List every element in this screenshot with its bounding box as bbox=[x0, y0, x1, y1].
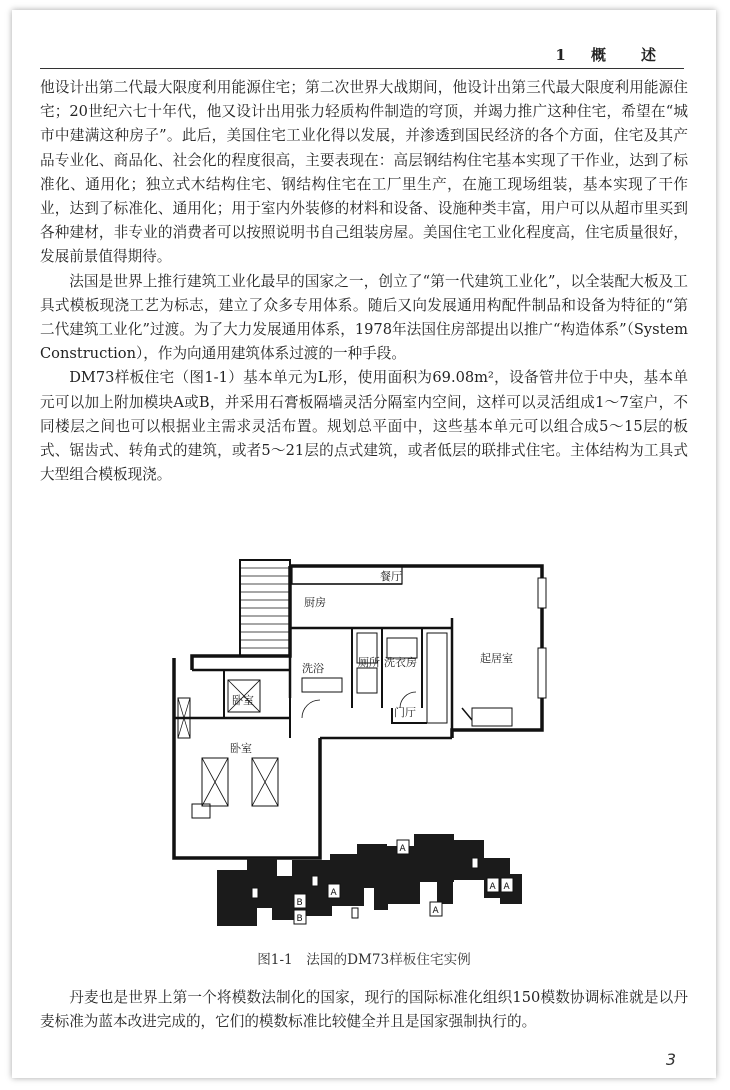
page-number: 3 bbox=[665, 1050, 676, 1069]
final-body-text bbox=[40, 986, 688, 1034]
body-text bbox=[40, 76, 688, 487]
unit-floor-plan bbox=[162, 558, 546, 858]
room-label-living: 起居室 bbox=[480, 652, 513, 665]
running-head: 1 概 述 bbox=[555, 46, 666, 64]
paragraph-3: DM73样板住宅（图1-1）基本单元为L形，使用面积为69.08m²，设备管井位于中央，基本单元可以加上附加模块A或B，并采用石膏板隔墙灵活分隔室内空间，这样可以灵活组成1～7室户，不同楼层之间也可以根据业主需求灵活布置。规划总平面中，这些基本单元可以组合成5～15层的板式、锯齿式、转角式的建筑，或者5～21层的点式建筑，或者低层的联排式住宅。主体结构为工具式大型组合模板现浇。 bbox=[40, 369, 688, 484]
room-label-kitchen: 厨房 bbox=[304, 596, 326, 609]
combination-site-plan bbox=[217, 834, 522, 926]
figure-caption: 图1-1 法国的DM73样板住宅实例 bbox=[257, 952, 471, 968]
figure-1-1 bbox=[152, 558, 552, 938]
module-label-b-1: B bbox=[296, 898, 303, 908]
paragraph-1: 他设计出第二代最大限度利用能源住宅；第二次世界大战期间，他设计出第三代最大限度利用能源住宅；20世纪六七十年代，他又设计出用张力轻质构件制造的穹顶，并竭力推广这种住宅，希望在“城市中建满这种房子”。此后，美国住宅工业化得以发展，并渗透到国民经济的各个方面，住宅及其产品专业化、商品化、社会化的程度很高，主要表现在：高层钢结构住宅基本实现了干作业，达到了标准化、通用化；独立式木结构住宅、钢结构住宅在工厂里生产，在施工现场组装，基本实现了干作业，达到了标准化、通用化；用于室内外装修的材料和设备、设施种类丰富，用户可以从超市里买到各种建材，非专业的消费者可以按照说明书自己组装房屋。美国住宅工业化程度高，住宅质量很好，发展前景值得期待。 bbox=[40, 79, 688, 266]
room-label-dining: 餐厅 bbox=[380, 570, 402, 583]
room-label-wc: 厕所 bbox=[358, 656, 380, 669]
module-label-a-2: A bbox=[399, 844, 406, 854]
module-label-a-4: A bbox=[489, 882, 496, 892]
module-label-b-2: B bbox=[296, 914, 303, 924]
paragraph-2: 法国是世界上推行建筑工业化最早的国家之一，创立了“第一代建筑工业化”，以全装配大板及工具式模板现浇工艺为标志，建立了众多专用体系。随后又向发展通用构配件制品和设备为特征的“第二代建筑工业化”过渡。为了大力发展通用体系，1978年法国住房部提出以推广“构造体系”（System Construction），作为向通用建筑体系过渡的一种手段。 bbox=[40, 272, 688, 363]
book-page bbox=[12, 10, 716, 1078]
paragraph-4: 丹麦也是世界上第一个将模数法制化的国家，现行的国际标准化组织150模数协调标准就是以丹麦标准为蓝本改进完成的，它们的模数标准比较健全并且是国家强制执行的。 bbox=[40, 989, 688, 1031]
room-label-laundry: 洗衣房 bbox=[384, 656, 417, 669]
room-label-bedroom-2: 卧室 bbox=[230, 742, 252, 755]
room-label-bath: 洗浴 bbox=[302, 662, 324, 675]
outer-wall-west-south bbox=[174, 658, 320, 858]
header-rule bbox=[40, 68, 684, 69]
room-label-bedroom-1: 卧室 bbox=[232, 694, 254, 707]
room-label-hall: 门厅 bbox=[394, 706, 416, 719]
module-label-a-3: A bbox=[432, 906, 439, 916]
module-label-a-5: A bbox=[503, 882, 510, 892]
module-label-a-1: A bbox=[330, 888, 337, 898]
floor-plan-drawing bbox=[152, 558, 552, 938]
